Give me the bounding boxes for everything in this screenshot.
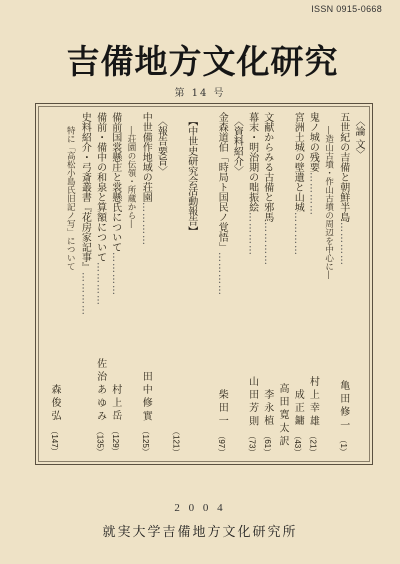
entry-title: 宮洲土城の壁遺と山城 [292, 112, 304, 212]
entry-title: 文献からみる古備と邪馬 [261, 112, 273, 222]
entry-title: 史料紹介・弓斎叢書『花房家記事』 [79, 112, 91, 272]
entry-author: 佐 治 あ ゆ み [94, 357, 106, 421]
entry-tail [260, 389, 275, 456]
entry-tail [93, 358, 108, 456]
toc-entry [169, 112, 184, 456]
issue-number: 第 14 号 [174, 88, 226, 99]
leader-dots: ………… [246, 212, 258, 256]
toc-entry [245, 112, 260, 456]
entry-tail [290, 389, 305, 456]
toc-subtitle [123, 126, 138, 470]
entry-page: （43） [293, 435, 303, 456]
publication-year: 2 0 0 4 [174, 502, 226, 514]
issn-number: ISSN 0915-0668 [311, 4, 382, 14]
publisher-name: 就実大学吉備地方文化研究所 [102, 525, 298, 540]
toc-entry [138, 112, 153, 456]
entry-author: 高 田 寛 太 訳 [277, 383, 288, 446]
entry-tail [77, 446, 92, 456]
author-page-gap [307, 425, 318, 435]
section-heading-text: 【中世史研究会活動報告】 [185, 116, 197, 236]
author-page-gap [171, 421, 182, 431]
entry-tail [138, 371, 153, 456]
entry-page: （61） [262, 435, 272, 456]
entry-page: （73） [247, 435, 257, 456]
entry-page: （121） [171, 430, 181, 456]
entry-author: 亀 田 修 一 [337, 380, 349, 430]
section-heading-text: 〈資料紹介〉 [231, 116, 243, 176]
entry-tail [108, 384, 123, 456]
entry-page: （125） [141, 430, 151, 456]
toc-entry [336, 112, 351, 456]
leader-dots: ………… [140, 202, 152, 246]
entry-page: （1） [338, 439, 348, 456]
entry-title: 鬼ノ城の残要 [307, 112, 319, 172]
entry-tail [245, 376, 260, 456]
entry-author: 森 俊 弘 [49, 384, 60, 421]
leader-dots: ………… [216, 252, 228, 296]
author-page-gap [262, 425, 273, 435]
leader-dots: ………… [337, 222, 349, 266]
leader-dots: ………… [292, 212, 304, 256]
leader-dots: ………… [109, 252, 121, 296]
entry-page: （129） [110, 430, 120, 456]
toc-entry [77, 112, 92, 456]
entry-title: 備前・備中の和泉と算額について [94, 112, 106, 262]
toc-section-heading [229, 116, 244, 460]
toc-entry [47, 112, 62, 456]
toc-section-heading [184, 116, 199, 460]
journal-title: 吉備地方文化研究 [66, 42, 339, 81]
entry-tail [214, 389, 229, 456]
entry-author: 村 上 岳 [109, 384, 121, 421]
section-heading-text: 〈論 文〉 [353, 116, 364, 160]
entry-tail [169, 421, 184, 456]
entry-author: 村 上 幸 雄 [307, 375, 319, 426]
entry-tail [305, 376, 320, 456]
entry-title: 五世紀の吉備と朝鮮半島 [337, 112, 349, 222]
toc-entry [260, 112, 275, 456]
toc-subtitle [321, 126, 336, 470]
author-page-gap [110, 421, 121, 431]
entry-page: （97） [217, 435, 227, 456]
leader-dots: ………… [261, 222, 273, 266]
author-page-gap [277, 446, 288, 456]
table-of-contents [35, 103, 373, 465]
subtitle-text: 特に「高松小島氏旧記ノ写」について [65, 126, 76, 271]
author-page-gap [247, 425, 258, 435]
toc-entry [93, 112, 108, 456]
section-heading-text: 〈報告要旨〉 [155, 116, 167, 176]
entry-title: 金森道伯「時局ト国民ノ覚悟」 [216, 112, 228, 252]
toc-entry [214, 112, 229, 456]
entry-author: 柴 田 一 [216, 388, 228, 426]
entry-author: 成 正 鏞 [292, 388, 304, 426]
toc-section-heading [351, 116, 366, 460]
toc-section-heading [153, 116, 168, 460]
entry-author: 田 中 修 實 [140, 371, 152, 421]
entry-tail [275, 383, 290, 456]
entry-author: 李 永 植 [261, 388, 273, 426]
author-page-gap [292, 425, 303, 435]
leader-dots: ………… [94, 262, 106, 306]
entry-tail [47, 384, 62, 456]
toc-entry [290, 112, 305, 456]
leader-dots: ………… [79, 272, 91, 316]
toc-subtitle [62, 126, 77, 470]
entry-page: （135） [95, 430, 105, 456]
author-page-gap [79, 446, 90, 456]
entry-title: 幕末・明治期の咄振絵 [246, 112, 258, 212]
author-page-gap [95, 421, 106, 431]
subtitle-text: ―荘園の伝領・所蔵から― [126, 126, 136, 228]
toc-entry [108, 112, 123, 456]
entry-page: （147） [50, 430, 59, 456]
entry-title: 備前国裳懸庄と裳懸氏について [109, 112, 121, 252]
entry-tail [336, 380, 351, 456]
author-page-gap [140, 421, 151, 431]
author-page-gap [338, 430, 349, 440]
subtitle-text: ―造山古墳・作山古墳の周辺を中心に― [323, 126, 334, 279]
entry-author: 山 田 芳 則 [246, 375, 258, 426]
leader-dots: ………… [307, 172, 319, 216]
author-page-gap [49, 421, 60, 431]
toc-entry [305, 112, 320, 456]
toc-entry [275, 112, 290, 456]
toc-spacer [199, 112, 214, 456]
author-page-gap [216, 425, 227, 435]
entry-title: 中世備作地域の荘園 [140, 112, 152, 202]
entry-page: （21） [308, 435, 318, 456]
